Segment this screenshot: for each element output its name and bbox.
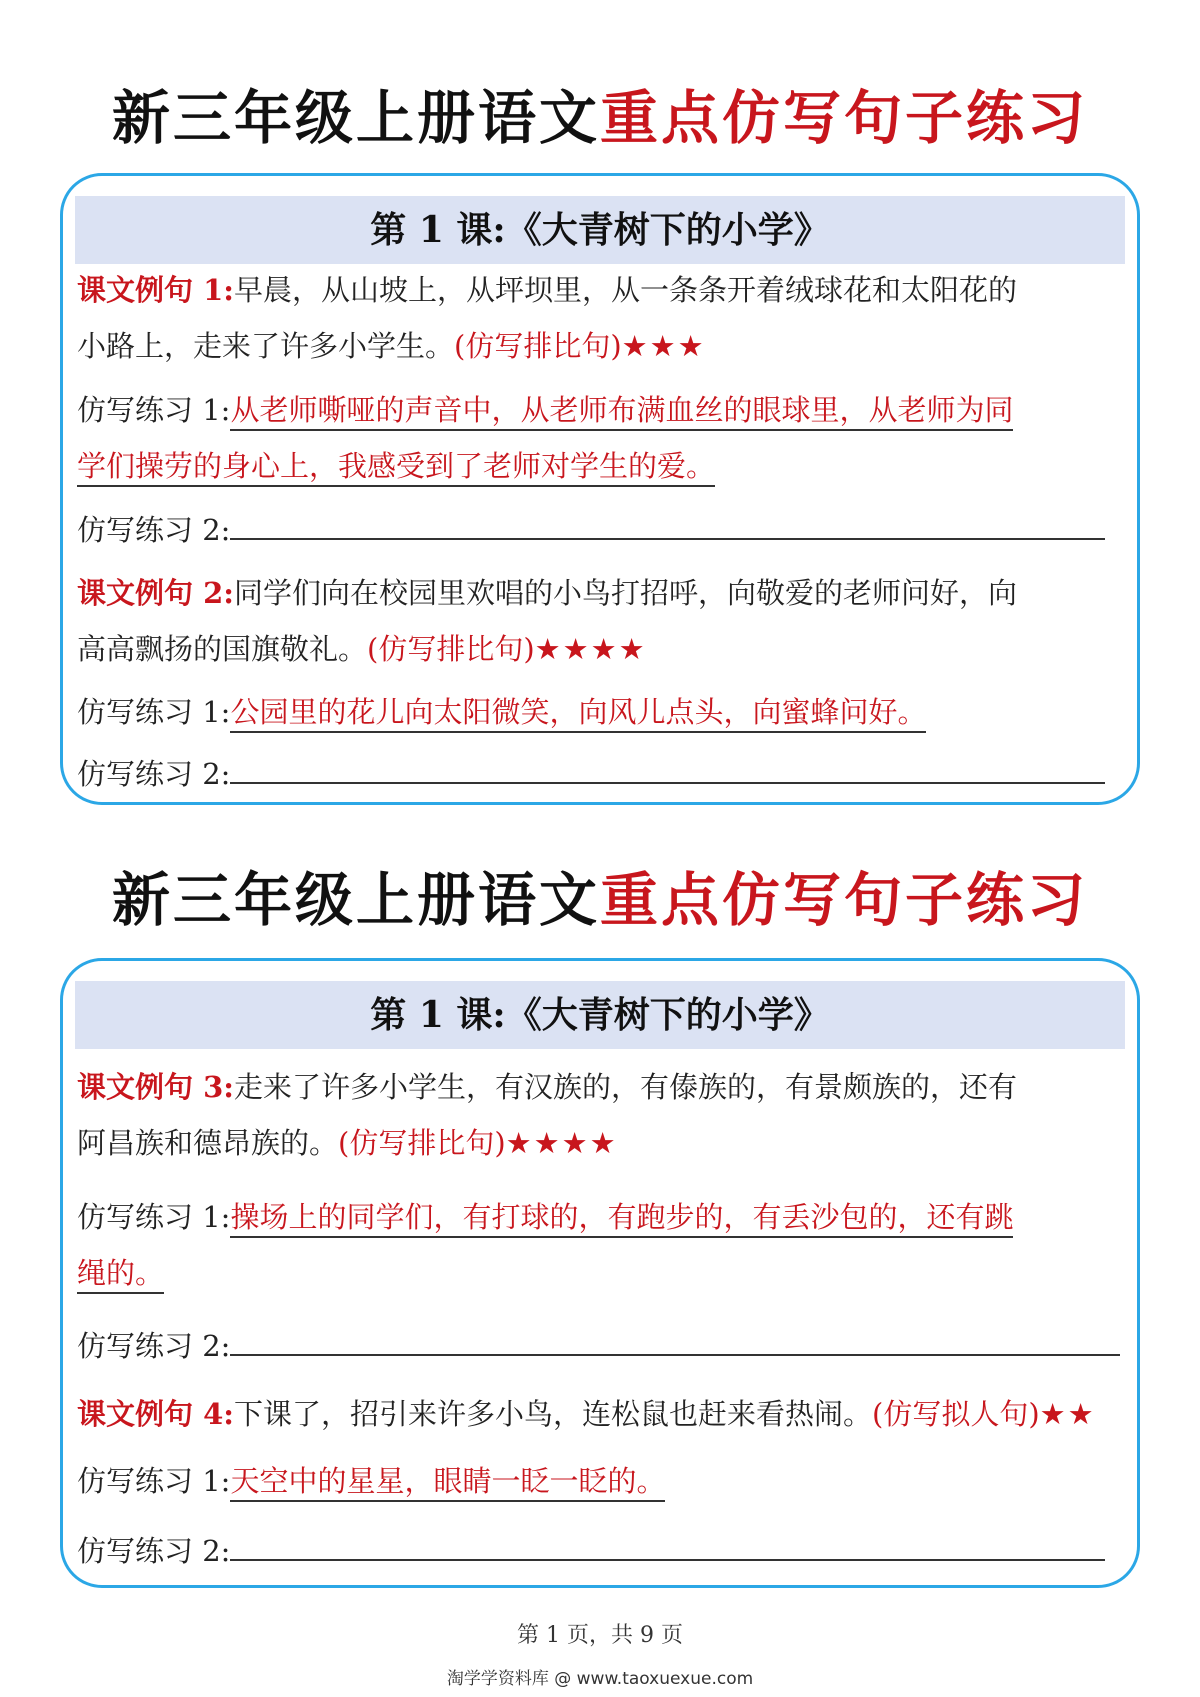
practice-label: 仿写练习 1: xyxy=(77,695,231,729)
practice-label: 仿写练习 1: xyxy=(77,393,231,427)
practice-1 xyxy=(77,1189,1127,1245)
practice-2 xyxy=(77,1523,1127,1579)
example-sentence xyxy=(77,262,1127,318)
example-sentence xyxy=(77,1386,1127,1442)
difficulty-stars: ★★★ xyxy=(621,329,706,363)
practice-1 xyxy=(77,1453,1127,1509)
example-label: 课文例句 4: xyxy=(77,1397,234,1431)
practice-answer: 公园里的花儿向太阳微笑，向风儿点头，向蜜蜂问好。 xyxy=(230,695,926,733)
example-label: 课文例句 3: xyxy=(77,1070,234,1104)
lesson-heading: 第 1 课:《大青树下的小学》 xyxy=(75,196,1125,264)
example-sentence xyxy=(77,565,1127,621)
practice-label: 仿写练习 1: xyxy=(77,1200,231,1234)
answer-blank-line[interactable] xyxy=(230,1326,1120,1356)
practice-answer: 学们操劳的身心上，我感受到了老师对学生的爱。 xyxy=(77,449,715,487)
answer-blank-line[interactable] xyxy=(230,1531,1105,1561)
example-sentence-cont xyxy=(77,621,1127,677)
answer-blank-line[interactable] xyxy=(230,510,1105,540)
practice-2 xyxy=(77,746,1127,802)
practice-label: 仿写练习 2: xyxy=(77,513,231,547)
practice-label: 仿写练习 2: xyxy=(77,1329,231,1363)
practice-label: 仿写练习 1: xyxy=(77,1464,231,1498)
exercise-type-note: (仿写拟人句) xyxy=(872,1397,1040,1431)
practice-2 xyxy=(77,502,1127,558)
title-black-part: 新三年级上册语文 xyxy=(111,866,600,934)
page-number: 第 1 页，共 9 页 xyxy=(517,1623,683,1648)
example-sentence-cont xyxy=(77,1115,1127,1171)
example-text: 阿昌族和德昂族的。 xyxy=(77,1126,339,1160)
practice-answer: 操场上的同学们，有打球的，有跑步的，有丢沙包的，还有跳 xyxy=(230,1200,1013,1238)
practice-1 xyxy=(77,382,1127,438)
example-text: 走来了许多小学生，有汉族的，有傣族的，有景颇族的，还有 xyxy=(233,1070,1017,1104)
practice-label: 仿写练习 2: xyxy=(77,757,231,791)
practice-1 xyxy=(77,684,1127,740)
example-text: 同学们向在校园里欢唱的小鸟打招呼，向敬爱的老师问好，向 xyxy=(233,576,1017,610)
answer-blank-line[interactable] xyxy=(230,754,1105,784)
example-text: 早晨，从山坡上，从坪坝里，从一条条开着绒球花和太阳花的 xyxy=(233,273,1017,307)
page-title xyxy=(0,78,1200,158)
example-text: 高高飘扬的国旗敬礼。 xyxy=(77,632,368,666)
lesson-card xyxy=(60,958,1140,1588)
practice-1-cont xyxy=(77,1245,1127,1301)
difficulty-stars: ★★★★ xyxy=(505,1126,618,1160)
example-sentence xyxy=(77,1059,1127,1115)
practice-answer: 天空中的星星，眼睛一眨一眨的。 xyxy=(230,1464,665,1502)
example-text: 小路上，走来了许多小学生。 xyxy=(77,329,455,363)
practice-label: 仿写练习 2: xyxy=(77,1534,231,1568)
example-label: 课文例句 1: xyxy=(77,273,234,307)
title-red-part: 重点仿写句子练习 xyxy=(600,866,1089,934)
practice-answer: 绳的。 xyxy=(77,1256,164,1294)
example-label: 课文例句 2: xyxy=(77,576,234,610)
title-black-part: 新三年级上册语文 xyxy=(111,84,600,152)
practice-2 xyxy=(77,1318,1127,1374)
practice-answer: 从老师嘶哑的声音中，从老师布满血丝的眼球里，从老师为同 xyxy=(230,393,1013,431)
example-text: 下课了，招引来许多小鸟，连松鼠也赶来看热闹。 xyxy=(233,1397,872,1431)
title-red-part: 重点仿写句子练习 xyxy=(600,84,1089,152)
exercise-type-note: (仿写排比句) xyxy=(367,632,535,666)
difficulty-stars: ★★ xyxy=(1039,1397,1096,1431)
example-sentence-cont xyxy=(77,318,1127,374)
lesson-card xyxy=(60,173,1140,805)
exercise-type-note: (仿写排比句) xyxy=(338,1126,506,1160)
difficulty-stars: ★★★★ xyxy=(534,632,647,666)
exercise-type-note: (仿写排比句) xyxy=(454,329,622,363)
practice-1-cont xyxy=(77,438,1127,494)
lesson-heading: 第 1 课:《大青树下的小学》 xyxy=(75,981,1125,1049)
site-watermark: 淘学学资料库 @ www.taoxuexue.com xyxy=(446,1669,754,1689)
page-title xyxy=(0,860,1200,940)
